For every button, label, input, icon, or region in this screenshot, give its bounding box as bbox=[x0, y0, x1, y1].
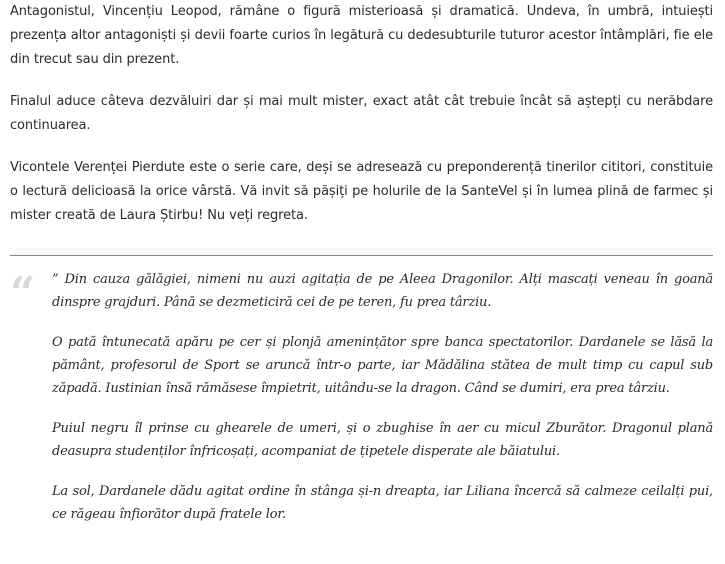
quote-mark-icon: “ bbox=[10, 268, 36, 319]
article-paragraph: Finalul aduce câteva dezvăluiri dar și mai mult mister, exact atât cât trebuie încât să aștepți cu nerăbdare continuarea. bbox=[10, 94, 713, 133]
section-divider bbox=[10, 255, 713, 256]
excerpt-paragraph: O pată întunecată apăru pe cer și plonjă amenințător spre banca spectatorilor. Dardanele se lăsă la pământ, profesorul de Sport se aruncă într-o parte, iar Mădălina stătea de mult timp cu capul sub zăpadă. Iustinian însă rămăsese împietrit, uitându-se la dragon. Când se dumiri, era prea târziu. bbox=[52, 335, 713, 396]
excerpt-paragraph: ” Din cauza gălăgiei, nimeni nu auzi agitația de pe Aleea Dragonilor. Alți mascați veneau în goană dinspre grajduri. Până se dezmeticiră cei de pe teren, fu prea târziu. bbox=[52, 272, 713, 310]
excerpt-body bbox=[52, 268, 713, 526]
excerpt-paragraph: La sol, Dardanele dădu agitat ordine în stânga și-n dreapta, iar Liliana încercă să calmeze ceilalți pui, ce răgeau înfiorător după fratele lor. bbox=[52, 484, 713, 522]
article-body bbox=[10, 0, 713, 228]
article-paragraph: Antagonistul, Vincențiu Leopod, rămâne o figură misterioasă și dramatică. Undeva, în umbră, intuiești prezența altor antagoniști și devii foarte curios în legătură cu dedesubturile tuturor acestor întâmplări, fie ele din trecut sau din prezent. bbox=[10, 4, 713, 67]
article-paragraph: Vicontele Verenței Pierdute este o serie care, deși se adresează cu preponderență tinerilor cititori, constituie o lectură delicioasă la orice vârstă. Vă invit să pășiți pe holurile de la SanteVel și în lumea plină de farmec și mister creată de Laura Știrbu! Nu veți regreta. bbox=[10, 160, 713, 223]
excerpt-paragraph: Puiul negru îl prinse cu ghearele de umeri, și o zbughise în aer cu micul Zburător. Dragonul plană deasupra studenților înfricoșați, acompaniat de țipetele disperate ale băiatului. bbox=[52, 421, 713, 459]
